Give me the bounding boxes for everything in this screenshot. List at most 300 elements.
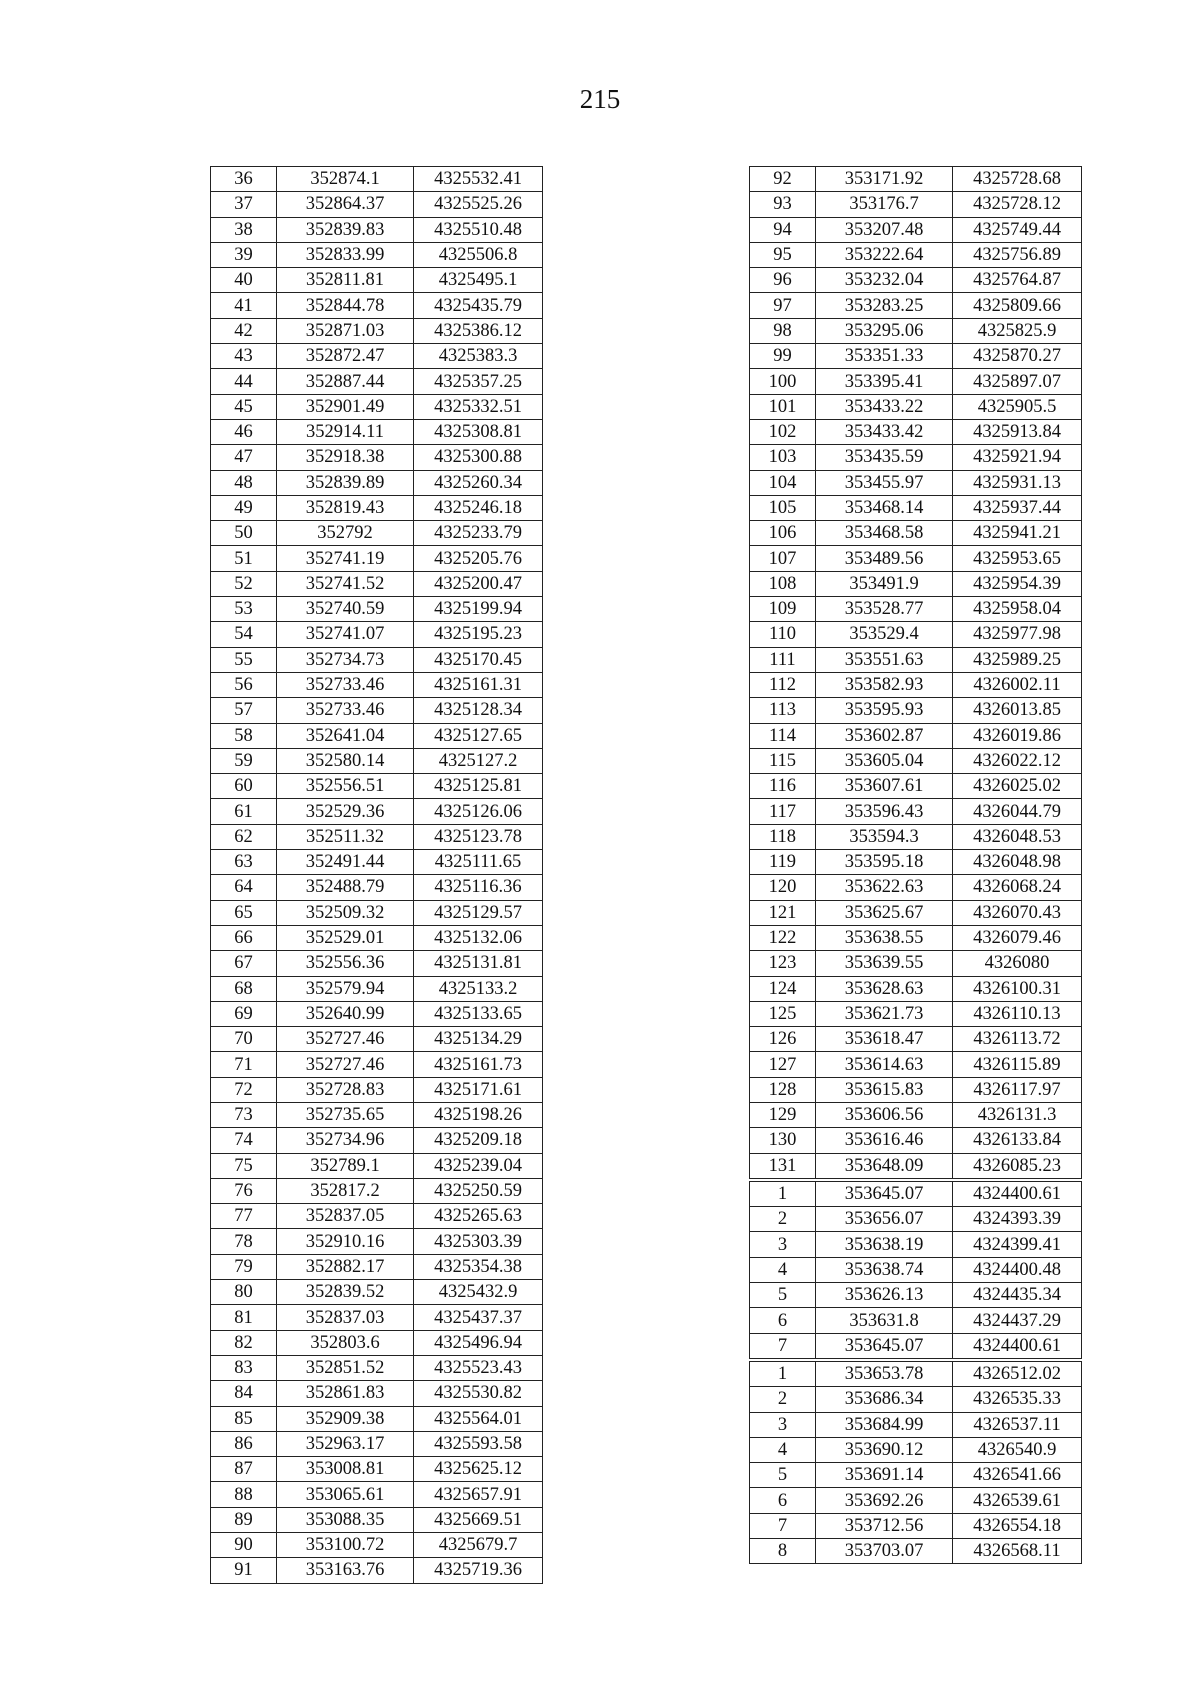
y-coordinate-cell: 4326013.85 <box>953 698 1082 723</box>
y-coordinate-cell: 4324400.48 <box>953 1257 1082 1282</box>
table-row <box>211 1558 543 1583</box>
x-coordinate-cell: 353455.97 <box>816 470 953 495</box>
point-number-cell: 90 <box>211 1533 277 1558</box>
table-row <box>750 1463 1082 1488</box>
coordinates-table-left <box>210 166 543 1584</box>
point-number-cell: 89 <box>211 1507 277 1532</box>
point-number-cell: 84 <box>211 1381 277 1406</box>
x-coordinate-cell: 352727.46 <box>277 1027 414 1052</box>
y-coordinate-cell: 4325386.12 <box>414 318 543 343</box>
x-coordinate-cell: 352728.83 <box>277 1077 414 1102</box>
table-row <box>211 1254 543 1279</box>
point-number-cell: 5 <box>750 1283 816 1308</box>
y-coordinate-cell: 4326100.31 <box>953 976 1082 1001</box>
y-coordinate-cell: 4325719.36 <box>414 1558 543 1583</box>
x-coordinate-cell: 352734.73 <box>277 647 414 672</box>
point-number-cell: 42 <box>211 318 277 343</box>
y-coordinate-cell: 4325437.37 <box>414 1305 543 1330</box>
table-row <box>211 748 543 773</box>
point-number-cell: 113 <box>750 698 816 723</box>
x-coordinate-cell: 352741.19 <box>277 546 414 571</box>
table-row <box>211 900 543 925</box>
x-coordinate-cell: 352733.46 <box>277 698 414 723</box>
x-coordinate-cell: 353653.78 <box>816 1360 953 1387</box>
x-coordinate-cell: 352488.79 <box>277 875 414 900</box>
x-coordinate-cell: 352580.14 <box>277 748 414 773</box>
x-coordinate-cell: 353602.87 <box>816 723 953 748</box>
y-coordinate-cell: 4325625.12 <box>414 1457 543 1482</box>
table-row <box>750 369 1082 394</box>
point-number-cell: 116 <box>750 774 816 799</box>
x-coordinate-cell: 353529.4 <box>816 622 953 647</box>
point-number-cell: 79 <box>211 1254 277 1279</box>
table-row <box>750 268 1082 293</box>
y-coordinate-cell: 4326048.98 <box>953 850 1082 875</box>
table-row <box>211 622 543 647</box>
table-row <box>211 1027 543 1052</box>
table-row <box>750 748 1082 773</box>
y-coordinate-cell: 4325161.73 <box>414 1052 543 1077</box>
y-coordinate-cell: 4325308.81 <box>414 419 543 444</box>
y-coordinate-cell: 4325127.65 <box>414 723 543 748</box>
y-coordinate-cell: 4325233.79 <box>414 521 543 546</box>
x-coordinate-cell: 353638.19 <box>816 1232 953 1257</box>
y-coordinate-cell: 4325530.82 <box>414 1381 543 1406</box>
point-number-cell: 120 <box>750 875 816 900</box>
point-number-cell: 130 <box>750 1128 816 1153</box>
table-row <box>750 495 1082 520</box>
table-row <box>211 1153 543 1178</box>
y-coordinate-cell: 4325989.25 <box>953 647 1082 672</box>
x-coordinate-cell: 352872.47 <box>277 344 414 369</box>
table-row <box>750 723 1082 748</box>
point-number-cell: 64 <box>211 875 277 900</box>
x-coordinate-cell: 352963.17 <box>277 1431 414 1456</box>
table-row <box>211 521 543 546</box>
y-coordinate-cell: 4325870.27 <box>953 344 1082 369</box>
x-coordinate-cell: 352579.94 <box>277 976 414 1001</box>
x-coordinate-cell: 353638.55 <box>816 925 953 950</box>
point-number-cell: 51 <box>211 546 277 571</box>
table-row <box>750 1207 1082 1232</box>
x-coordinate-cell: 353615.83 <box>816 1077 953 1102</box>
x-coordinate-cell: 352837.03 <box>277 1305 414 1330</box>
point-number-cell: 83 <box>211 1355 277 1380</box>
x-coordinate-cell: 353625.67 <box>816 900 953 925</box>
point-number-cell: 56 <box>211 672 277 697</box>
x-coordinate-cell: 353491.9 <box>816 571 953 596</box>
x-coordinate-cell: 353283.25 <box>816 293 953 318</box>
x-coordinate-cell: 352741.52 <box>277 571 414 596</box>
x-coordinate-cell: 353594.3 <box>816 824 953 849</box>
y-coordinate-cell: 4325303.39 <box>414 1229 543 1254</box>
point-number-cell: 107 <box>750 546 816 571</box>
table-row <box>750 1412 1082 1437</box>
point-number-cell: 8 <box>750 1539 816 1564</box>
y-coordinate-cell: 4325941.21 <box>953 521 1082 546</box>
table-row <box>211 799 543 824</box>
y-coordinate-cell: 4325510.48 <box>414 217 543 242</box>
point-number-cell: 127 <box>750 1052 816 1077</box>
y-coordinate-cell: 4326113.72 <box>953 1027 1082 1052</box>
point-number-cell: 1 <box>750 1180 816 1207</box>
table-row <box>750 1308 1082 1333</box>
y-coordinate-cell: 4324400.61 <box>953 1180 1082 1207</box>
point-number-cell: 71 <box>211 1052 277 1077</box>
y-coordinate-cell: 4325432.9 <box>414 1280 543 1305</box>
x-coordinate-cell: 353295.06 <box>816 318 953 343</box>
y-coordinate-cell: 4325332.51 <box>414 394 543 419</box>
point-number-cell: 75 <box>211 1153 277 1178</box>
y-coordinate-cell: 4326048.53 <box>953 824 1082 849</box>
point-number-cell: 82 <box>211 1330 277 1355</box>
point-number-cell: 92 <box>750 167 816 192</box>
point-number-cell: 66 <box>211 925 277 950</box>
page-number: 215 <box>579 84 621 114</box>
table-row <box>211 470 543 495</box>
point-number-cell: 129 <box>750 1102 816 1127</box>
table-row <box>211 1533 543 1558</box>
x-coordinate-cell: 353616.46 <box>816 1128 953 1153</box>
y-coordinate-cell: 4325749.44 <box>953 217 1082 242</box>
table-row <box>211 546 543 571</box>
table-row <box>750 1488 1082 1513</box>
point-number-cell: 58 <box>211 723 277 748</box>
x-coordinate-cell: 353691.14 <box>816 1463 953 1488</box>
table-row <box>750 571 1082 596</box>
y-coordinate-cell: 4325239.04 <box>414 1153 543 1178</box>
table-row <box>211 293 543 318</box>
table-row <box>750 951 1082 976</box>
point-number-cell: 110 <box>750 622 816 647</box>
point-number-cell: 112 <box>750 672 816 697</box>
x-coordinate-cell: 353222.64 <box>816 242 953 267</box>
y-coordinate-cell: 4325354.38 <box>414 1254 543 1279</box>
table-row <box>750 900 1082 925</box>
point-number-cell: 115 <box>750 748 816 773</box>
point-number-cell: 70 <box>211 1027 277 1052</box>
y-coordinate-cell: 4325128.34 <box>414 698 543 723</box>
y-coordinate-cell: 4326115.89 <box>953 1052 1082 1077</box>
y-coordinate-cell: 4325435.79 <box>414 293 543 318</box>
x-coordinate-cell: 352910.16 <box>277 1229 414 1254</box>
table-row <box>211 344 543 369</box>
x-coordinate-cell: 352914.11 <box>277 419 414 444</box>
table-row <box>750 1232 1082 1257</box>
x-coordinate-cell: 353351.33 <box>816 344 953 369</box>
point-number-cell: 60 <box>211 774 277 799</box>
y-coordinate-cell: 4326070.43 <box>953 900 1082 925</box>
point-number-cell: 124 <box>750 976 816 1001</box>
point-number-cell: 62 <box>211 824 277 849</box>
y-coordinate-cell: 4325764.87 <box>953 268 1082 293</box>
x-coordinate-cell: 352792 <box>277 521 414 546</box>
x-coordinate-cell: 352734.96 <box>277 1128 414 1153</box>
table-row <box>211 824 543 849</box>
point-number-cell: 119 <box>750 850 816 875</box>
point-number-cell: 7 <box>750 1333 816 1360</box>
x-coordinate-cell: 352901.49 <box>277 394 414 419</box>
point-number-cell: 76 <box>211 1178 277 1203</box>
y-coordinate-cell: 4325205.76 <box>414 546 543 571</box>
point-number-cell: 98 <box>750 318 816 343</box>
y-coordinate-cell: 4325523.43 <box>414 1355 543 1380</box>
y-coordinate-cell: 4325129.57 <box>414 900 543 925</box>
x-coordinate-cell: 352833.99 <box>277 242 414 267</box>
x-coordinate-cell: 353489.56 <box>816 546 953 571</box>
table-row <box>750 925 1082 950</box>
table-row <box>211 167 543 192</box>
point-number-cell: 36 <box>211 167 277 192</box>
table-row <box>750 318 1082 343</box>
table-row <box>750 1539 1082 1564</box>
table-row <box>750 394 1082 419</box>
table-row <box>211 951 543 976</box>
point-number-cell: 54 <box>211 622 277 647</box>
x-coordinate-cell: 353656.07 <box>816 1207 953 1232</box>
point-number-cell: 48 <box>211 470 277 495</box>
x-coordinate-cell: 352529.36 <box>277 799 414 824</box>
point-number-cell: 53 <box>211 597 277 622</box>
table-row <box>211 1102 543 1127</box>
x-coordinate-cell: 353712.56 <box>816 1513 953 1538</box>
x-coordinate-cell: 353648.09 <box>816 1153 953 1180</box>
x-coordinate-cell: 352882.17 <box>277 1254 414 1279</box>
y-coordinate-cell: 4325954.39 <box>953 571 1082 596</box>
point-number-cell: 68 <box>211 976 277 1001</box>
x-coordinate-cell: 352887.44 <box>277 369 414 394</box>
y-coordinate-cell: 4326079.46 <box>953 925 1082 950</box>
point-number-cell: 63 <box>211 850 277 875</box>
y-coordinate-cell: 4324393.39 <box>953 1207 1082 1232</box>
point-number-cell: 67 <box>211 951 277 976</box>
point-number-cell: 65 <box>211 900 277 925</box>
y-coordinate-cell: 4325111.65 <box>414 850 543 875</box>
point-number-cell: 86 <box>211 1431 277 1456</box>
y-coordinate-cell: 4325116.36 <box>414 875 543 900</box>
table-row <box>750 546 1082 571</box>
table-row <box>750 1001 1082 1026</box>
x-coordinate-cell: 353468.14 <box>816 495 953 520</box>
point-number-cell: 97 <box>750 293 816 318</box>
x-coordinate-cell: 353639.55 <box>816 951 953 976</box>
table-row <box>750 976 1082 1001</box>
point-number-cell: 73 <box>211 1102 277 1127</box>
x-coordinate-cell: 353163.76 <box>277 1558 414 1583</box>
x-coordinate-cell: 353645.07 <box>816 1333 953 1360</box>
table-row <box>211 1330 543 1355</box>
x-coordinate-cell: 353631.8 <box>816 1308 953 1333</box>
y-coordinate-cell: 4325921.94 <box>953 445 1082 470</box>
table-row <box>211 1280 543 1305</box>
table-row <box>211 698 543 723</box>
y-coordinate-cell: 4325905.5 <box>953 394 1082 419</box>
table-row <box>211 1204 543 1229</box>
x-coordinate-cell: 352556.51 <box>277 774 414 799</box>
point-number-cell: 52 <box>211 571 277 596</box>
point-number-cell: 117 <box>750 799 816 824</box>
table-row <box>211 1482 543 1507</box>
x-coordinate-cell: 352741.07 <box>277 622 414 647</box>
table-row <box>211 672 543 697</box>
table-row <box>211 369 543 394</box>
table-row <box>211 1431 543 1456</box>
table-row <box>211 445 543 470</box>
x-coordinate-cell: 353606.56 <box>816 1102 953 1127</box>
x-coordinate-cell: 353626.13 <box>816 1283 953 1308</box>
point-number-cell: 1 <box>750 1360 816 1387</box>
y-coordinate-cell: 4325199.94 <box>414 597 543 622</box>
table-row <box>750 192 1082 217</box>
x-coordinate-cell: 352817.2 <box>277 1178 414 1203</box>
table-row <box>211 774 543 799</box>
y-coordinate-cell: 4325525.26 <box>414 192 543 217</box>
y-coordinate-cell: 4325125.81 <box>414 774 543 799</box>
y-coordinate-cell: 4326131.3 <box>953 1102 1082 1127</box>
table-row <box>211 1178 543 1203</box>
point-number-cell: 108 <box>750 571 816 596</box>
x-coordinate-cell: 353468.58 <box>816 521 953 546</box>
y-coordinate-cell: 4325300.88 <box>414 445 543 470</box>
table-row <box>750 167 1082 192</box>
y-coordinate-cell: 4325564.01 <box>414 1406 543 1431</box>
x-coordinate-cell: 352511.32 <box>277 824 414 849</box>
y-coordinate-cell: 4325532.41 <box>414 167 543 192</box>
x-coordinate-cell: 352735.65 <box>277 1102 414 1127</box>
y-coordinate-cell: 4325198.26 <box>414 1102 543 1127</box>
table-row <box>211 976 543 1001</box>
table-row <box>750 1102 1082 1127</box>
y-coordinate-cell: 4325756.89 <box>953 242 1082 267</box>
table-row <box>211 1406 543 1431</box>
point-number-cell: 4 <box>750 1257 816 1282</box>
x-coordinate-cell: 353686.34 <box>816 1387 953 1412</box>
x-coordinate-cell: 352811.81 <box>277 268 414 293</box>
x-coordinate-cell: 352851.52 <box>277 1355 414 1380</box>
point-number-cell: 59 <box>211 748 277 773</box>
table-row <box>211 1305 543 1330</box>
y-coordinate-cell: 4325357.25 <box>414 369 543 394</box>
point-number-cell: 6 <box>750 1308 816 1333</box>
y-coordinate-cell: 4326117.97 <box>953 1077 1082 1102</box>
table-row <box>211 1507 543 1532</box>
point-number-cell: 80 <box>211 1280 277 1305</box>
y-coordinate-cell: 4326539.61 <box>953 1488 1082 1513</box>
table-row <box>750 774 1082 799</box>
table-row <box>211 1457 543 1482</box>
x-coordinate-cell: 353614.63 <box>816 1052 953 1077</box>
y-coordinate-cell: 4326568.11 <box>953 1539 1082 1564</box>
y-coordinate-cell: 4325133.2 <box>414 976 543 1001</box>
point-number-cell: 103 <box>750 445 816 470</box>
point-number-cell: 87 <box>211 1457 277 1482</box>
x-coordinate-cell: 353207.48 <box>816 217 953 242</box>
y-coordinate-cell: 4325931.13 <box>953 470 1082 495</box>
point-number-cell: 114 <box>750 723 816 748</box>
point-number-cell: 99 <box>750 344 816 369</box>
y-coordinate-cell: 4326537.11 <box>953 1412 1082 1437</box>
y-coordinate-cell: 4325195.23 <box>414 622 543 647</box>
point-number-cell: 123 <box>750 951 816 976</box>
point-number-cell: 6 <box>750 1488 816 1513</box>
table-row <box>750 850 1082 875</box>
table-row <box>750 1027 1082 1052</box>
x-coordinate-cell: 353595.18 <box>816 850 953 875</box>
y-coordinate-cell: 4324400.61 <box>953 1333 1082 1360</box>
x-coordinate-cell: 352844.78 <box>277 293 414 318</box>
x-coordinate-cell: 352556.36 <box>277 951 414 976</box>
x-coordinate-cell: 353605.04 <box>816 748 953 773</box>
table-row <box>750 597 1082 622</box>
point-number-cell: 74 <box>211 1128 277 1153</box>
table-row <box>750 875 1082 900</box>
point-number-cell: 78 <box>211 1229 277 1254</box>
y-coordinate-cell: 4326025.02 <box>953 774 1082 799</box>
y-coordinate-cell: 4325809.66 <box>953 293 1082 318</box>
point-number-cell: 94 <box>750 217 816 242</box>
y-coordinate-cell: 4326554.18 <box>953 1513 1082 1538</box>
point-number-cell: 55 <box>211 647 277 672</box>
table-row <box>211 1229 543 1254</box>
y-coordinate-cell: 4326080 <box>953 951 1082 976</box>
table-row <box>750 419 1082 444</box>
x-coordinate-cell: 352640.99 <box>277 1001 414 1026</box>
point-number-cell: 43 <box>211 344 277 369</box>
table-row <box>211 394 543 419</box>
y-coordinate-cell: 4326068.24 <box>953 875 1082 900</box>
point-number-cell: 96 <box>750 268 816 293</box>
x-coordinate-cell: 353607.61 <box>816 774 953 799</box>
x-coordinate-cell: 353551.63 <box>816 647 953 672</box>
table-row <box>211 192 543 217</box>
y-coordinate-cell: 4325383.3 <box>414 344 543 369</box>
x-coordinate-cell: 353684.99 <box>816 1412 953 1437</box>
x-coordinate-cell: 353618.47 <box>816 1027 953 1052</box>
x-coordinate-cell: 353596.43 <box>816 799 953 824</box>
y-coordinate-cell: 4326019.86 <box>953 723 1082 748</box>
y-coordinate-cell: 4325679.7 <box>414 1533 543 1558</box>
point-number-cell: 93 <box>750 192 816 217</box>
y-coordinate-cell: 4325495.1 <box>414 268 543 293</box>
x-coordinate-cell: 352871.03 <box>277 318 414 343</box>
x-coordinate-cell: 353528.77 <box>816 597 953 622</box>
point-number-cell: 2 <box>750 1207 816 1232</box>
x-coordinate-cell: 353645.07 <box>816 1180 953 1207</box>
y-coordinate-cell: 4325913.84 <box>953 419 1082 444</box>
table-row <box>750 622 1082 647</box>
y-coordinate-cell: 4325669.51 <box>414 1507 543 1532</box>
point-number-cell: 125 <box>750 1001 816 1026</box>
y-coordinate-cell: 4325260.34 <box>414 470 543 495</box>
table-row <box>750 1437 1082 1462</box>
point-number-cell: 91 <box>211 1558 277 1583</box>
point-number-cell: 128 <box>750 1077 816 1102</box>
y-coordinate-cell: 4325171.61 <box>414 1077 543 1102</box>
table-row <box>750 1153 1082 1180</box>
point-number-cell: 105 <box>750 495 816 520</box>
y-coordinate-cell: 4325132.06 <box>414 925 543 950</box>
y-coordinate-cell: 4325200.47 <box>414 571 543 596</box>
point-number-cell: 95 <box>750 242 816 267</box>
point-number-cell: 72 <box>211 1077 277 1102</box>
point-number-cell: 47 <box>211 445 277 470</box>
point-number-cell: 104 <box>750 470 816 495</box>
y-coordinate-cell: 4326044.79 <box>953 799 1082 824</box>
x-coordinate-cell: 352864.37 <box>277 192 414 217</box>
coordinates-table-right <box>749 166 1082 1564</box>
y-coordinate-cell: 4325134.29 <box>414 1027 543 1052</box>
point-number-cell: 57 <box>211 698 277 723</box>
